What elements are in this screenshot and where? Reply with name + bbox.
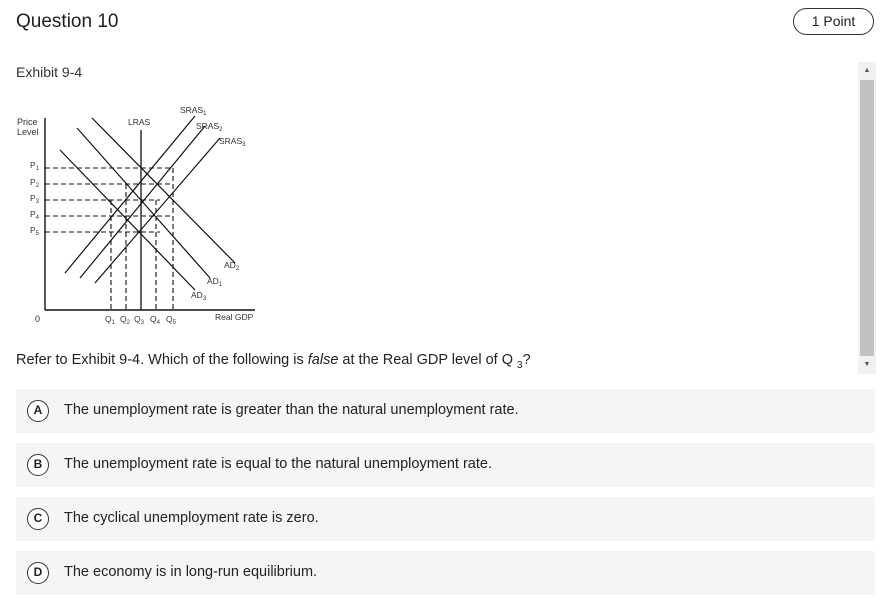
- lras-label: LRAS: [128, 117, 151, 127]
- scrollbar-thumb[interactable]: [860, 80, 874, 356]
- sras1-label: $SRAS_1$: [180, 105, 207, 117]
- exhibit-title: Exhibit 9-4: [16, 64, 83, 80]
- option-letter-badge[interactable]: B: [27, 454, 49, 476]
- ad3-label: $AD_3$: [191, 290, 207, 302]
- x-axis-label: Real GDP: [215, 312, 254, 322]
- ad3-curve: [60, 150, 195, 290]
- option-letter-badge[interactable]: D: [27, 562, 49, 584]
- question-emphasis: false: [307, 352, 339, 368]
- output-label-q3: $Q_3$: [134, 314, 144, 326]
- answer-option-a[interactable]: [16, 389, 875, 433]
- output-label-q1: $Q_1$: [105, 314, 115, 326]
- answer-option-c[interactable]: [16, 497, 875, 541]
- ad2-label: $AD_2$: [224, 260, 240, 272]
- answer-option-d[interactable]: [16, 551, 875, 595]
- price-label-p3: $P_3$: [30, 193, 40, 205]
- output-level-labels: [105, 314, 177, 326]
- answer-option-b[interactable]: [16, 443, 875, 487]
- option-text[interactable]: The economy is in long-run equilibrium.: [64, 564, 318, 580]
- option-text[interactable]: The unemployment rate is greater than the natural unemployment rate.: [64, 402, 519, 418]
- sras2-label: $SRAS_2$: [196, 121, 223, 133]
- exhibit-graph: [10, 98, 270, 333]
- output-label-q2: $Q_2$: [120, 314, 130, 326]
- triangle-up-icon[interactable]: ▲: [863, 67, 871, 74]
- points-badge: 1 Point: [793, 8, 874, 35]
- price-label-p4: $P_4$: [30, 209, 40, 221]
- output-label-q5: $Q_5$: [166, 314, 176, 326]
- question-title: Question 10: [16, 11, 119, 32]
- exhibit-scrollbar[interactable]: [858, 62, 876, 374]
- triangle-down-icon[interactable]: ▼: [863, 361, 871, 368]
- sras3-label: $SRAS_3$: [219, 136, 246, 148]
- ad1-label: $AD_1$: [207, 276, 223, 288]
- question-middle: at the Real GDP level of Q: [338, 352, 518, 368]
- output-label-q4: $Q_4$: [150, 314, 160, 326]
- ad2-curve: [92, 118, 235, 263]
- option-text[interactable]: The unemployment rate is equal to the natural unemployment rate.: [64, 456, 492, 472]
- price-label-p1: $P_1$: [30, 160, 40, 172]
- question-suffix: ?: [522, 352, 531, 368]
- y-axis-label: Price: [17, 117, 38, 127]
- option-letter-badge[interactable]: A: [27, 400, 49, 422]
- sras1-curve: [65, 116, 195, 273]
- output-guides: [111, 168, 173, 310]
- option-text[interactable]: The cyclical unemployment rate is zero.: [64, 510, 319, 526]
- price-label-p5: $P_5$: [30, 225, 40, 237]
- question-prompt: [16, 352, 531, 371]
- price-level-labels: [30, 160, 40, 237]
- sras3-curve: [95, 138, 220, 283]
- question-prefix: Refer to Exhibit 9-4. Which of the following is: [16, 352, 308, 368]
- ad1-curve: [77, 128, 210, 278]
- question-subscript: 3: [517, 359, 523, 371]
- origin-label: 0: [35, 314, 41, 324]
- y-axis-label: Level: [17, 127, 39, 137]
- option-letter-badge[interactable]: C: [27, 508, 49, 530]
- price-label-p2: $P_2$: [30, 177, 40, 189]
